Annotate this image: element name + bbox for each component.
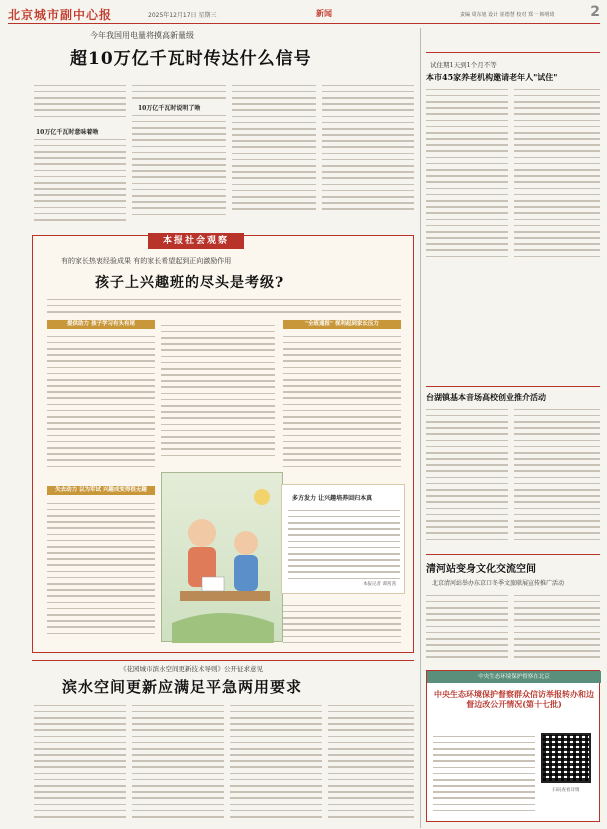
lead-body-col-1 [34,80,126,124]
column-divider [420,28,421,828]
bottom-col-2 [132,700,224,824]
lead-subhead-2: 10万亿千瓦时说明了啥 [138,105,201,112]
right-story-2-col-1 [426,404,508,550]
feature-col-4 [47,498,155,648]
bottom-col-4 [328,700,414,824]
right-kicker-3: 北京清河站举办东京口冬季文旅联展宣传推广活动 [432,580,565,587]
right-rule-top [426,52,600,53]
quote-body [288,505,400,585]
lead-body-col-3 [232,80,316,224]
bottom-kicker: 《花园城市滨水空间更新技术导则》公开征求意见 [120,665,263,673]
feature-kicker: 有的家长热衷经验成果 有的家长希望起到正向激励作用 [61,257,232,265]
feature-section-3-bar: 失去动力 以为军试 兴趣成变得很无趣 [47,486,155,495]
editors-credit: 责编 周东旭 设计 崔德慧 校对 郑一 韩明琦 [460,12,555,18]
quote-title: 多方发力 让兴趣培养回归本真 [292,495,373,502]
right-kicker-1: 试住期1天到1个月不等 [430,61,497,69]
lead-body-col-1b [34,134,126,224]
right-story-1-col-2 [514,84,600,274]
right-story-2-col-2 [514,404,600,550]
feature-intro [47,294,401,314]
lead-body-col-2 [132,80,226,100]
notice-banner: 中央生态环境保护督察在北京 [427,671,601,683]
newspaper-logo: 北京城市副中心报 [8,8,113,22]
notice-body [433,731,535,817]
feature-col-2 [161,320,275,466]
quote-author: 本报记者 谭茜茜 [363,582,396,587]
bottom-rule [32,660,414,661]
bottom-headline: 滨水空间更新应满足平急两用要求 [62,678,303,696]
feature-illustration [161,472,283,642]
right-headline-1: 本市45家养老机构邀请老年人"试住" [426,72,558,82]
section-name: 新闻 [316,8,332,18]
right-headline-3: 清河站变身文化交流空间 [426,564,536,575]
page-number: 2 [590,4,600,20]
qr-caption: 扫码查看详情 [552,788,580,793]
lead-headline: 超10万亿千瓦时传达什么信号 [70,49,312,69]
feature-section-1-bar: 提供助力 孩子学习有头有尾 [47,320,155,329]
feature-section-2-bar: "全班通报" 视利起到家长压力 [283,320,401,329]
right-story-3-col-1 [426,590,508,662]
issue-date: 2025年12月17日 星期三 [148,12,217,19]
feature-quote-box [281,484,405,594]
feature-col-3 [283,331,401,479]
right-story-3-col-2 [514,590,600,662]
right-rule-3 [426,554,600,555]
lead-kicker: 今年我国用电量将摸高新量级 [90,31,194,40]
lead-body-col-4 [322,80,414,224]
feature-headline: 孩子上兴趣班的尽头是考级? [95,275,285,291]
masthead [8,4,600,24]
bottom-col-3 [230,700,322,824]
children-studying-illustration [162,473,284,643]
right-headline-2: 台湖镇基本音场高校创业推介活动 [426,392,546,402]
feature-box [32,235,414,653]
qr-code-icon[interactable] [541,733,591,783]
feature-tag: 本报社会观察 [148,233,244,249]
lead-subhead-1: 10万亿千瓦时意味着啥 [36,129,99,136]
feature-col-1 [47,331,155,481]
right-story-1-col-1 [426,84,508,274]
lead-body-col-2b [132,110,226,224]
notice-title: 中央生态环境保护督察群众信访举报转办和边督边改公开情况(第十七批) [434,689,594,709]
right-rule-2 [426,386,600,387]
bottom-col-1 [34,700,126,824]
inspection-notice-box [426,670,600,822]
feature-col-5 [283,600,401,648]
